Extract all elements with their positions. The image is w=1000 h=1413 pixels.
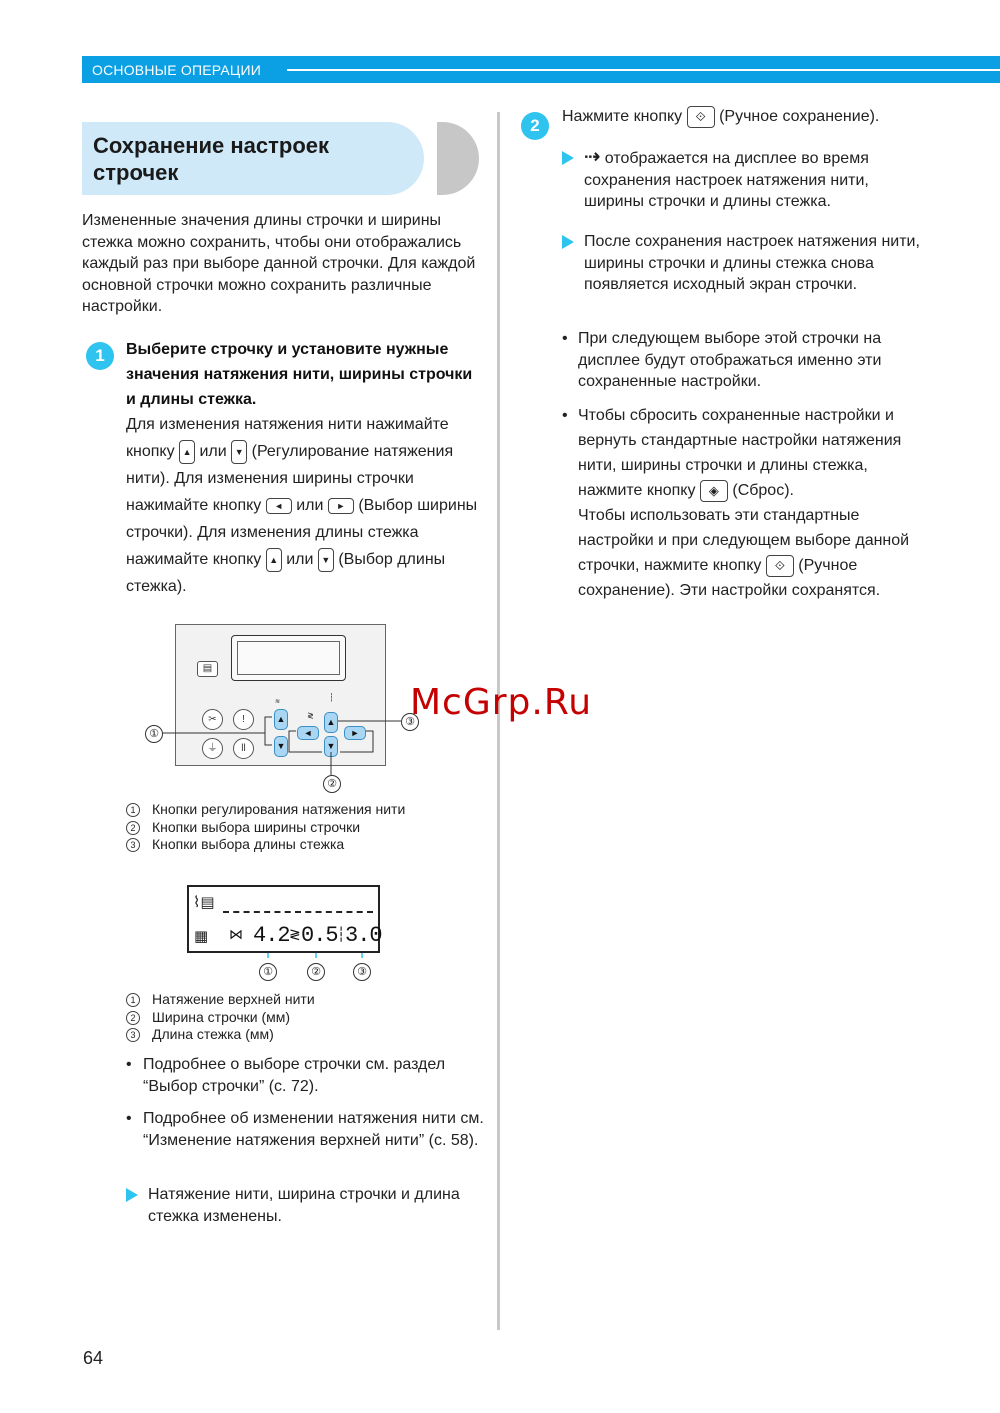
manual-save-icon: ⟐ xyxy=(687,106,715,128)
result-note: Натяжение нити, ширина строчки и длина стежка изменены. xyxy=(126,1184,486,1227)
lcd-length-value: 3.0 xyxy=(345,923,382,948)
step-1-text-2: (Регулирование натяжения нити). Для изменения ширины строчки нажимайте кнопку xyxy=(126,443,454,514)
width-left-icon: ◄ xyxy=(266,498,292,514)
width-label-icon: ≷ xyxy=(307,711,314,720)
lcd-display-illustration xyxy=(187,885,380,953)
result-arrow-icon xyxy=(126,1188,138,1202)
tension-down-icon: ▼ xyxy=(231,440,247,464)
stitch-pattern-icon: ⌇▤ xyxy=(193,893,215,911)
scissors-icon: ✂ xyxy=(202,709,223,730)
or-text: или xyxy=(296,497,324,514)
length-label-icon: ┆ xyxy=(329,693,334,702)
lcd-callout-1: ① xyxy=(259,963,277,981)
step-2-badge: 2 xyxy=(521,112,549,140)
legend-item: 1 Кнопки регулирования натяжения нити xyxy=(126,801,486,819)
auto-reinforce-icon: ! xyxy=(233,709,254,730)
callout-1: ① xyxy=(145,725,163,743)
legend-item: 3 Длина стежка (мм) xyxy=(126,1026,486,1044)
note-bullet: • При следующем выборе этой строчки на дисплее будут отображаться именно эти сохраненные настройки. xyxy=(562,330,882,390)
lcd-callout-2: ② xyxy=(307,963,325,981)
book-icon: ▤ xyxy=(197,661,218,677)
legend-item: 3 Кнопки выбора длины стежка xyxy=(126,836,486,854)
manual-save-icon: ⟐ xyxy=(766,555,794,577)
width-symbol-icon: ≷ xyxy=(289,927,301,943)
length-symbol-icon: ┆ xyxy=(337,927,346,943)
note-bullet: • Чтобы сбросить сохраненные настройки и вернуть стандартные настройки натяжения нити, ширины строчки и длины стежка, нажмите кнопку ◈ (Сброс). Чтобы использовать эти стандартные настройки и при следующем выборе данной строчки, нажмите кнопку ⟐ (Ручное сохранение). Эти настройки сохранятся. xyxy=(562,407,910,599)
lcd-tension-value: 4.2 xyxy=(253,923,290,948)
panel-width-left-icon: ◄ xyxy=(297,726,319,740)
callout-2: ② xyxy=(323,775,341,793)
page-title: Сохранение настроек строчек xyxy=(93,133,330,185)
needle-position-icon: ⏚ xyxy=(202,738,223,759)
panel-length-down-icon: ▼ xyxy=(324,736,338,757)
or-text: или xyxy=(199,443,227,460)
intro-paragraph: Измененные значения длины строчки и ширины стежка можно сохранить, чтобы они отображались каждый раз при выборе данной строчки. Для каждой основной строчки можно сохранить различные настройки. xyxy=(82,212,476,315)
legend-item: 1 Натяжение верхней нити xyxy=(126,991,486,1009)
legend-item: 2 Ширина строчки (мм) xyxy=(126,1009,486,1027)
tension-label-icon: ≋ xyxy=(275,699,281,705)
lcd-dashes xyxy=(223,911,373,913)
callout-3: ③ xyxy=(401,713,419,731)
lcd-legend xyxy=(126,991,486,1044)
result-arrow-icon xyxy=(562,151,574,165)
step-2-result-1: ⇢ отображается на дисплее во время сохранения настроек натяжения нити, ширины строчки и длины стежка. xyxy=(562,147,922,213)
panel-length-up-icon: ▲ xyxy=(324,712,338,733)
length-up-icon: ▲ xyxy=(266,548,282,572)
lcd-width-value: 0.5 xyxy=(301,923,338,948)
length-down-icon: ▼ xyxy=(318,548,334,572)
save-symbol-icon: ⇢ xyxy=(584,146,601,168)
tension-symbol-icon: ⋈ xyxy=(229,927,243,943)
or-text: или xyxy=(286,551,314,568)
reset-icon: ◈ xyxy=(700,480,728,502)
panel-tension-up-icon: ▲ xyxy=(274,709,288,730)
page-number: 64 xyxy=(83,1348,104,1368)
step-1-text-3: (Выбор ширины строчки). Для изменения длины стежка нажимайте кнопку xyxy=(126,497,478,568)
step-1-text-4: (Выбор длины стежка). xyxy=(126,551,446,595)
lcd-callout-3: ③ xyxy=(353,963,371,981)
result-arrow-icon xyxy=(562,235,574,249)
step-2-result-2: После сохранения настроек натяжения нити, ширины строчки и длины стежка снова появляется исходный экран строчки. xyxy=(562,231,922,296)
panel-legend xyxy=(126,801,486,854)
section-title: ОСНОВНЫЕ ОПЕРАЦИИ xyxy=(92,62,261,78)
tension-up-icon: ▲ xyxy=(179,440,195,464)
step-1-title: Выберите строчку и установите нужные значения натяжения нити, ширины строчки и длины стежка. xyxy=(126,341,473,408)
step-1-badge: 1 xyxy=(86,342,114,370)
note-bullet: • Подробнее об изменении натяжения нити см. “Изменение натяжения верхней нити” (с. 58). xyxy=(126,1110,484,1149)
grid-icon: ▦ xyxy=(194,927,209,945)
step-1-text-1: Для изменения натяжения нити нажимайте кнопку xyxy=(126,416,449,460)
step-2-title: Нажмите кнопку ⟐ (Ручное сохранение). xyxy=(562,106,962,128)
reverse-stitch-icon: ll xyxy=(233,738,254,759)
width-right-icon: ► xyxy=(328,498,354,514)
legend-item: 2 Кнопки выбора ширины строчки xyxy=(126,819,486,837)
note-bullet: • Подробнее о выборе строчки см. раздел “Выбор строчки” (с. 72). xyxy=(126,1056,446,1095)
panel-tension-down-icon: ▼ xyxy=(274,736,288,757)
panel-width-right-icon: ► xyxy=(344,726,366,740)
watermark: McGrp.Ru xyxy=(410,682,593,723)
